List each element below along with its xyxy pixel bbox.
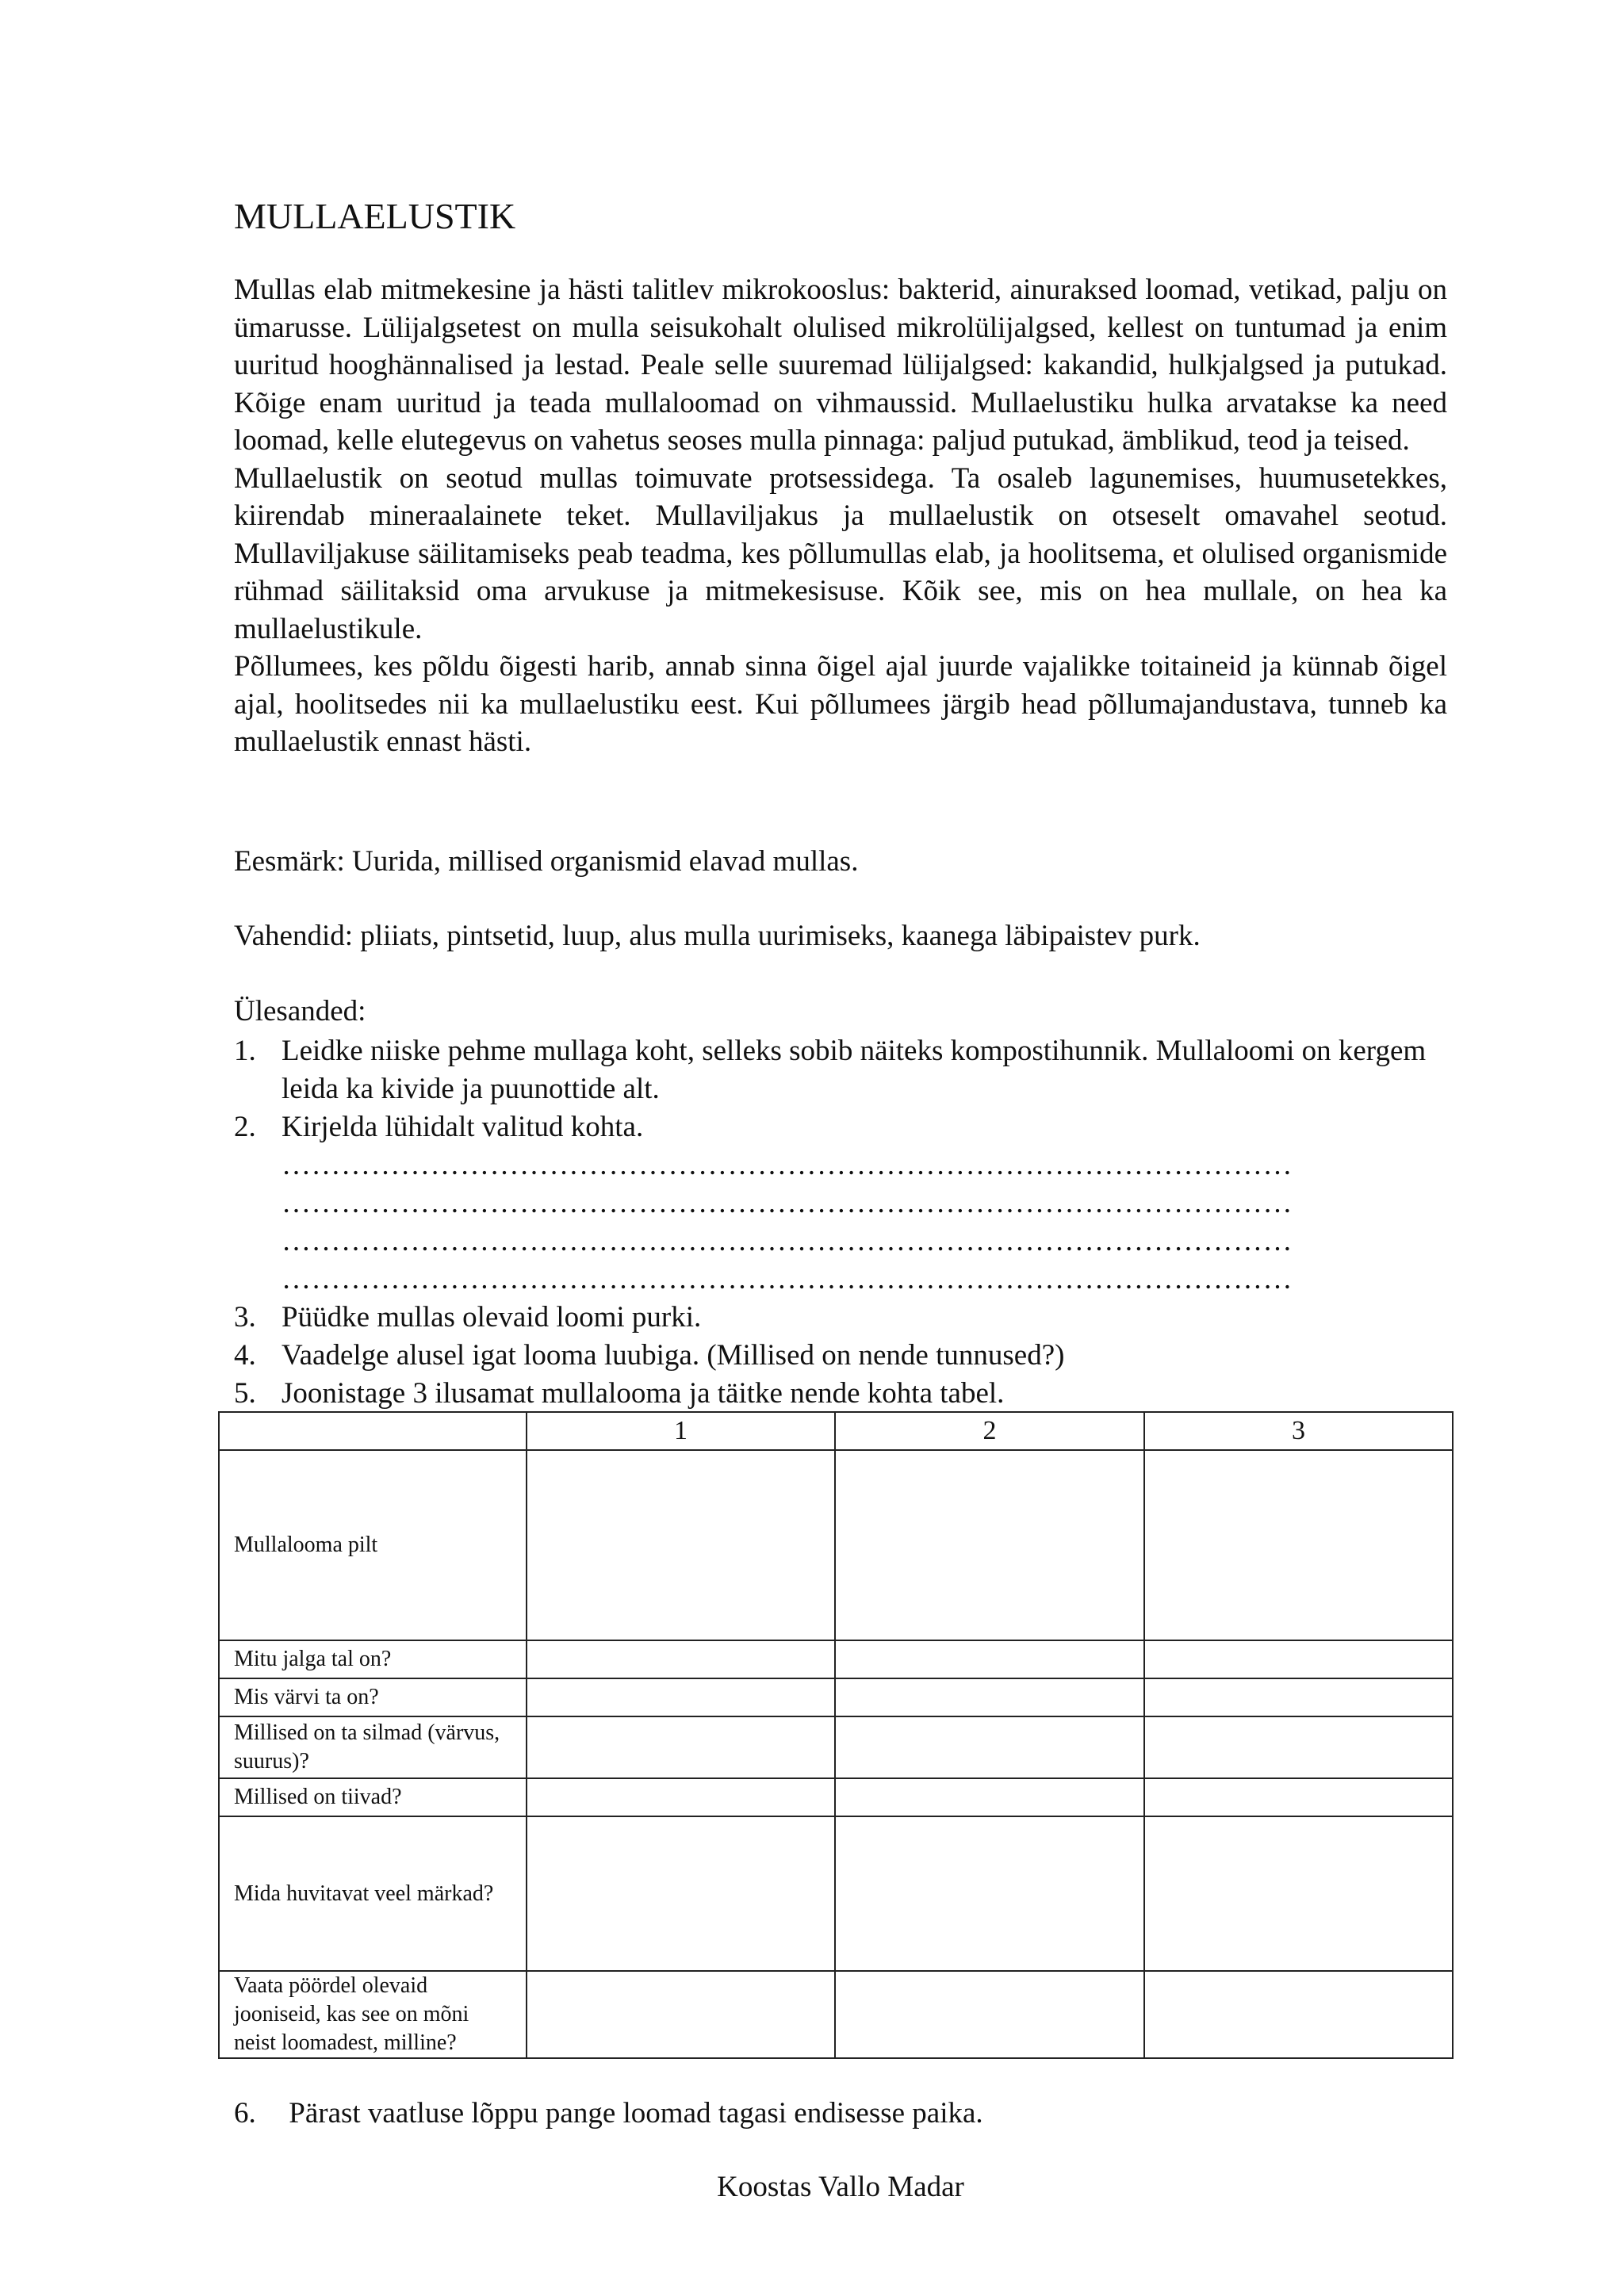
answer-line[interactable]: ………………………………………………………………………………………… xyxy=(282,1187,1293,1219)
answer-line[interactable]: ………………………………………………………………………………………… xyxy=(282,1225,1293,1257)
answer-cell[interactable] xyxy=(527,1778,835,1816)
intro-paragraph: Mullas elab mitmekesine ja hästi talitlev mikrokooslus: bakterid, ainuraksed loomad, vetikad, palju on ümarusse. Lülijalgsetest on mulla seisukohalt olulised mikrolülijalgsed, kellest on tuntumad ja enim uuritud hooghännalised ja lestad. Peale selle suuremad lülijalgsed: kakandid, hulkjalgsed ja putukad. Kõige enam uuritud ja teada mullaloomad on vihmaussid. Mullaelustiku hulka arvatakse ka need loomad, kelle elutegevus on vahetus seoses mulla pinnaga: paljud putukad, ämblikud, teod ja teised. xyxy=(234,274,1447,457)
tools-line: Vahendid: pliiats, pintsetid, luup, alus mulla uurimiseks, kaanega läbipaistev purk. xyxy=(234,920,1201,952)
intro-text xyxy=(234,271,1447,761)
intro-paragraph: Põllumees, kes põldu õigesti harib, annab sinna õigel ajal juurde vajalikke toitaineid ja künnab õigel ajal, hoolitsedes nii ka mullaelustiku eest. Kui põllumees järgib head põllumajandustava, tunneb ka mullaelustik ennast hästi. xyxy=(234,650,1447,758)
column-header: 3 xyxy=(1144,1412,1453,1450)
task-number: 1. xyxy=(234,1035,256,1067)
task-number: 2. xyxy=(234,1111,256,1143)
answer-cell[interactable] xyxy=(1144,1716,1453,1778)
page-title: MULLAELUSTIK xyxy=(234,196,516,236)
answer-cell[interactable] xyxy=(1144,1971,1453,2058)
answer-cell[interactable] xyxy=(527,1716,835,1778)
answer-cell[interactable] xyxy=(1144,1778,1453,1816)
row-label: Millised on tiivad? xyxy=(219,1778,527,1816)
answer-cell[interactable] xyxy=(1144,1640,1453,1678)
task-item xyxy=(234,1108,1447,1299)
task-item-final xyxy=(234,2095,983,2133)
row-label: Millised on ta silmad (värvus, suurus)? xyxy=(219,1716,527,1778)
row-label: Mis värvi ta on? xyxy=(219,1678,527,1716)
row-label: Mullalooma pilt xyxy=(219,1450,527,1640)
goal-line: Eesmärk: Uurida, millised organismid elavad mullas. xyxy=(234,845,859,878)
answer-line[interactable]: ………………………………………………………………………………………… xyxy=(282,1149,1293,1181)
answer-cell[interactable] xyxy=(835,1678,1144,1716)
row-label: Mida huvitavat veel märkad? xyxy=(219,1816,527,1971)
task-number: 4. xyxy=(234,1339,256,1372)
task-item xyxy=(234,1337,1447,1375)
task-item xyxy=(234,1375,1447,1413)
task-text: Pärast vaatluse lõppu pange loomad tagasi endisesse paika. xyxy=(289,2097,983,2130)
observation-table xyxy=(218,1411,1454,2059)
task-item xyxy=(234,1299,1447,1337)
answer-cell[interactable] xyxy=(1144,1450,1453,1640)
task-number: 5. xyxy=(234,1377,256,1410)
row-label: Vaata pöördel olevaid jooniseid, kas see on mõni neist loomadest, milline? xyxy=(219,1971,527,2058)
table-header-row xyxy=(219,1412,1453,1450)
answer-cell[interactable] xyxy=(835,1778,1144,1816)
answer-cell[interactable] xyxy=(527,1678,835,1716)
table-row xyxy=(219,1678,1453,1716)
intro-paragraph: Mullaelustik on seotud mullas toimuvate protsessidega. Ta osaleb lagunemises, huumusetekkes, kiirendab mineraalainete teket. Mullaviljakus ja mullaelustik on otseselt omavahel seotud. Mullaviljakuse säilitamiseks peab teadma, kes põllumullas elab, ja hoolitsema, et olulised organismide rühmad säilitaksid oma arvukuse ja mitmekesisuse. Kõik see, mis on hea mullale, on hea ka mullaelustikule. xyxy=(234,461,1447,645)
table-row xyxy=(219,1450,1453,1640)
task-text: Joonistage 3 ilusamat mullalooma ja täitke nende kohta tabel. xyxy=(282,1377,1005,1410)
answer-cell[interactable] xyxy=(835,1716,1144,1778)
table-corner-cell xyxy=(219,1412,527,1450)
task-item xyxy=(234,1032,1447,1108)
answer-cell[interactable] xyxy=(835,1816,1144,1971)
answer-cell[interactable] xyxy=(527,1816,835,1971)
task-text: Vaadelge alusel igat looma luubiga. (Millised on nende tunnused?) xyxy=(282,1339,1065,1372)
task-text: Kirjelda lühidalt valitud kohta. xyxy=(282,1111,644,1143)
column-header: 2 xyxy=(835,1412,1144,1450)
answer-cell[interactable] xyxy=(1144,1678,1453,1716)
table-row xyxy=(219,1778,1453,1816)
row-label: Mitu jalga tal on? xyxy=(219,1640,527,1678)
answer-cell[interactable] xyxy=(527,1450,835,1640)
task-text: Leidke niiske pehme mullaga koht, selleks sobib näiteks kompostihunnik. Mullaloomi on kergem leida ka kivide ja puunottide alt. xyxy=(282,1035,1427,1105)
answer-cell[interactable] xyxy=(1144,1816,1453,1971)
table-row xyxy=(219,1816,1453,1971)
task-number: 6. xyxy=(234,2097,256,2130)
answer-line[interactable]: ………………………………………………………………………………………… xyxy=(282,1263,1293,1295)
task-number: 3. xyxy=(234,1301,256,1334)
table-row xyxy=(219,1971,1453,2058)
column-header: 1 xyxy=(527,1412,835,1450)
table-row xyxy=(219,1716,1453,1778)
answer-cell[interactable] xyxy=(835,1971,1144,2058)
answer-cell[interactable] xyxy=(835,1640,1144,1678)
task-text: Püüdke mullas olevaid loomi purki. xyxy=(282,1301,702,1334)
answer-cell[interactable] xyxy=(527,1971,835,2058)
answer-cell[interactable] xyxy=(835,1450,1144,1640)
answer-cell[interactable] xyxy=(527,1640,835,1678)
author-credit: Koostas Vallo Madar xyxy=(717,2171,964,2203)
tasks-heading: Ülesanded: xyxy=(234,995,366,1027)
table-row xyxy=(219,1640,1453,1678)
task-list xyxy=(234,1032,1447,1413)
